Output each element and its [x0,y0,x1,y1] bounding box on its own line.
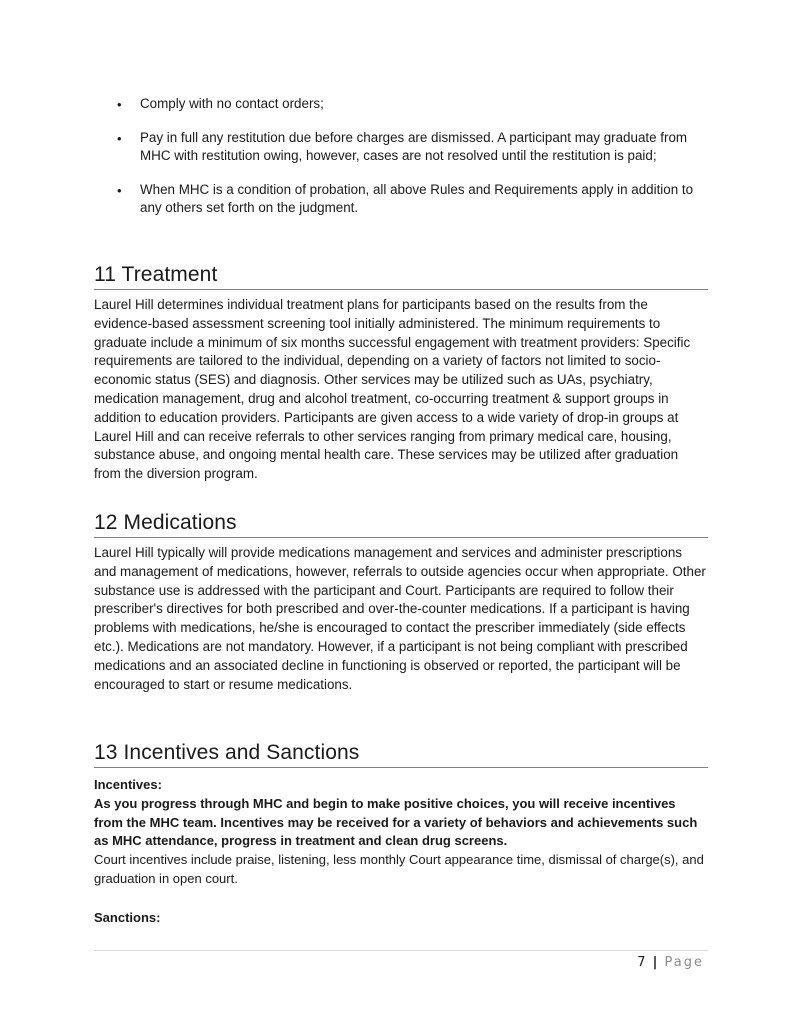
footer-separator: | [652,955,658,970]
section-incentives-sanctions [94,740,708,928]
bullet-item-probation [94,181,708,217]
bullet-text: When MHC is a condition of probation, all above Rules and Requirements apply in addition to any others set forth on the judgment. [140,182,694,215]
footer-divider [94,950,708,951]
incentives-label: Incentives: [94,777,162,792]
requirements-bullet-list [94,95,708,233]
bullet-item-restitution [94,129,708,165]
page-number: 7 [637,955,646,970]
section-treatment [94,262,708,484]
bullet-text: Pay in full any restitution due before charges are dismissed. A participant may graduate from MHC with restitution owing, however, cases are not resolved until the restitution is paid; [140,130,688,163]
section-heading-treatment: 11 Treatment [94,262,708,290]
bullet-item-no-contact [94,95,708,113]
incentives-bold-text: As you progress through MHC and begin to make positive choices, you will receive incentives from the MHC team. Incentives may be received for a variety of behaviors and achievements such as MHC attendance, progress in treatment and clean drug screens. [94,795,698,849]
page-label: Page [664,955,704,970]
bullet-icon: • [117,97,122,112]
section-body-treatment: Laurel Hill determines individual treatment plans for participants based on the results from the evidence-based assessment screening tool initially administered. The minimum requirements to graduate include a minimum of six months successful engagement with treatment providers: Specific requirements are tailored to the individual, depending on a variety of factors not limited to socio-economic status (SES) and diagnosis. Other services may be utilized such as UAs, psychiatry, medication management, drug and alcohol treatment, co-occurring treatment & support groups in addition to education providers. Participants are given access to a wide variety of drop-in groups at Laurel Hill and can receive referrals to other services ranging from primary medical care, housing, substance abuse, and ongoing mental health care. These services may be utilized after graduation from the diversion program. [94,297,691,482]
bullet-text: Comply with no contact orders; [140,96,324,111]
incentives-body-text: Court incentives include praise, listening, less monthly Court appearance time, dismissal of charge(s), and graduation in open court. [94,852,704,886]
page-footer [637,955,704,970]
bullet-icon: • [117,183,122,198]
section-body-medications: Laurel Hill typically will provide medications management and services and administer prescriptions and management of medications, however, referrals to outside agencies occur when appropriate. Other substance use is addressed with the participant and Court. Participants are required to follow their prescriber's directives for both prescribed and over-the-counter medications. If a participant is having problems with medications, he/she is encouraged to contact the prescriber immediately (side effects etc.). Medications are not mandatory. However, if a participant is not being compliant with prescribed medications and an associated decline in functioning is observed or reported, the participant will be encouraged to start or resume medications. [94,545,706,692]
section-heading-medications: 12 Medications [94,510,708,538]
section-medications [94,510,708,694]
sanctions-label: Sanctions: [94,909,161,925]
bullet-icon: • [117,131,122,146]
section-heading-incentives: 13 Incentives and Sanctions [94,740,708,768]
